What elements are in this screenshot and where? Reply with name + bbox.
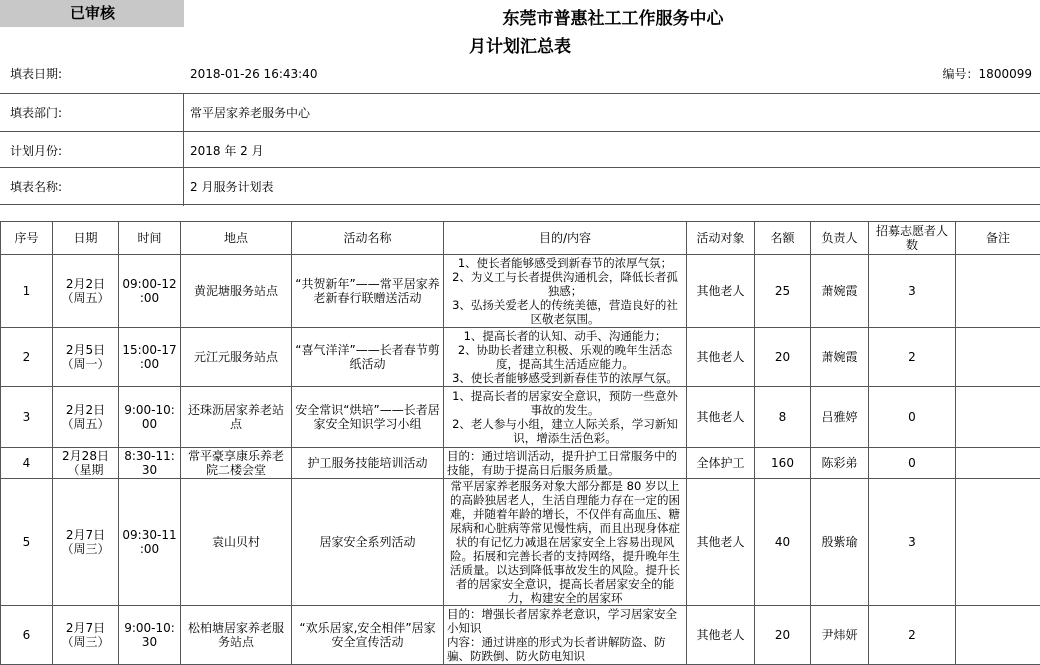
col-remark-header: 备注 (956, 222, 1040, 255)
cell-remark (956, 448, 1040, 479)
cell-volunteers: 0 (869, 448, 956, 479)
col-no-header: 序号 (1, 222, 53, 255)
table-row (1, 479, 1040, 606)
cell-no: 4 (1, 448, 53, 479)
plan-table (0, 221, 1040, 665)
cell-time: 9:00-10: 00 (119, 387, 181, 448)
table-row (1, 606, 1040, 665)
info-row-name (0, 167, 1040, 206)
col-place-header: 地点 (181, 222, 292, 255)
month-label: 计划月份: (10, 132, 62, 170)
col-quota-header: 名额 (755, 222, 811, 255)
cell-content: 1、提高长者的认知、动手、沟通能力； 2、协助长者建立积极、乐观的晚年生活态度，提高其生活适应能力。 3、使长者能够感受到新春佳节的浓厚气氛。 (444, 328, 687, 387)
table-row (1, 328, 1040, 387)
cell-target: 其他老人 (687, 479, 755, 606)
cell-quota: 160 (755, 448, 811, 479)
cell-leader: 萧婉霞 (811, 328, 869, 387)
col-volunteers-header: 招募志愿者人数 (869, 222, 956, 255)
table-row (1, 448, 1040, 479)
cell-quota: 20 (755, 328, 811, 387)
cell-content: 1、提高长者的居家安全意识，预防一些意外事故的发生。 2、老人参与小组，建立人际关系，学习新知识，增添生活色彩。 (444, 387, 687, 448)
number-value: 1800099 (979, 67, 1032, 81)
cell-remark (956, 255, 1040, 328)
name-value: 2 月服务计划表 (190, 168, 273, 206)
dept-value: 常平居家养老服务中心 (190, 94, 310, 132)
cell-no: 6 (1, 606, 53, 665)
number-field (943, 55, 1032, 93)
table-row (1, 255, 1040, 328)
cell-activity: “共贺新年”——常平居家养老新春行联赠送活动 (292, 255, 444, 328)
info-row-fill-date (0, 55, 1040, 93)
cell-place: 还珠沥居家养老站点 (181, 387, 292, 448)
col-time-header: 时间 (119, 222, 181, 255)
cell-date: 2月5日 （周一） (53, 328, 119, 387)
name-label: 填表名称: (10, 168, 62, 206)
org-title: 东莞市普惠社工工作服务中心 (0, 4, 1040, 29)
cell-volunteers: 3 (869, 255, 956, 328)
cell-no: 3 (1, 387, 53, 448)
cell-leader: 殷紫瑜 (811, 479, 869, 606)
cell-content: 1、使长者能够感受到新春节的浓厚气氛； 2、为义工与长者提供沟通机会，降低长者孤独感； 3、弘扬关爱老人的传统美德，营造良好的社区敬老氛围。 (444, 255, 687, 328)
cell-no: 2 (1, 328, 53, 387)
cell-activity: 安全常识“烘培”——长者居家安全知识学习小组 (292, 387, 444, 448)
cell-place: 黄泥塘服务站点 (181, 255, 292, 328)
col-date-header: 日期 (53, 222, 119, 255)
cell-date: 2月7日 （周三） (53, 606, 119, 665)
cell-target: 其他老人 (687, 328, 755, 387)
cell-time: 09:30-11 :00 (119, 479, 181, 606)
col-activity-header: 活动名称 (292, 222, 444, 255)
cell-volunteers: 2 (869, 606, 956, 665)
cell-target: 全体护工 (687, 448, 755, 479)
cell-remark (956, 479, 1040, 606)
cell-leader: 吕雅婷 (811, 387, 869, 448)
cell-time: 15:00-17 :00 (119, 328, 181, 387)
report-title: 月计划汇总表 (0, 32, 1040, 57)
cell-activity: 居家安全系列活动 (292, 479, 444, 606)
cell-content: 目的：通过培训活动，提升护工日常服务中的技能，有助于提高日后服务质量。 (444, 448, 687, 479)
cell-place: 松柏塘居家养老服务站点 (181, 606, 292, 665)
cell-place: 元江元服务站点 (181, 328, 292, 387)
cell-content: 目的：增强长者居家养老意识，学习居家安全小知识 内容：通过讲座的形式为长者讲解防盗、防骗、防跌倒、防火防电知识 (444, 606, 687, 665)
col-content-header: 目的/内容 (444, 222, 687, 255)
fill-date-label: 填表日期: (10, 55, 62, 93)
month-value: 2018 年 2 月 (190, 132, 264, 170)
info-row-dept (0, 93, 1040, 132)
cell-date: 2月2日 （周五） (53, 255, 119, 328)
cell-content: 常平居家养老服务对象大部分都是 80 岁以上的高龄独居老人，生活自理能力存在一定的困难，并随着年龄的增长，不仅伴有高血压、糖尿病和心脏病等常见慢性病，而且出现身体症状的有记忆力减退在居家安全上容易出现风险。拓展和完善长者的支持网络，提升晚年生活质量。以达到降低事故发生的风险。提升长者的居家安全意识，提高长者居家安全的能力，构建安全的居家环 (444, 479, 687, 606)
cell-quota: 20 (755, 606, 811, 665)
col-leader-header: 负责人 (811, 222, 869, 255)
cell-activity: “喜气洋洋”——长者春节剪纸活动 (292, 328, 444, 387)
cell-activity: “欢乐居家,安全相伴”居家安全宣传活动 (292, 606, 444, 665)
fill-date-value: 2018-01-26 16:43:40 (190, 55, 317, 93)
cell-no: 1 (1, 255, 53, 328)
cell-quota: 25 (755, 255, 811, 328)
cell-leader: 萧婉霞 (811, 255, 869, 328)
cell-date: 2月2日 （周五） (53, 387, 119, 448)
table-row (1, 387, 1040, 448)
cell-quota: 8 (755, 387, 811, 448)
cell-time: 09:00-12 :00 (119, 255, 181, 328)
cell-volunteers: 3 (869, 479, 956, 606)
cell-remark (956, 606, 1040, 665)
cell-leader: 陈彩弟 (811, 448, 869, 479)
info-row-month (0, 131, 1040, 170)
cell-date: 2月7日 （周三） (53, 479, 119, 606)
cell-volunteers: 0 (869, 387, 956, 448)
cell-remark (956, 328, 1040, 387)
cell-quota: 40 (755, 479, 811, 606)
cell-remark (956, 387, 1040, 448)
cell-no: 5 (1, 479, 53, 606)
dept-label: 填表部门: (10, 94, 62, 132)
cell-place: 袁山贝村 (181, 479, 292, 606)
cell-date: 2月28日 （星期 (53, 448, 119, 479)
cell-time: 9:00-10: 30 (119, 606, 181, 665)
cell-target: 其他老人 (687, 387, 755, 448)
number-label: 编号： (943, 67, 979, 81)
col-target-header: 活动对象 (687, 222, 755, 255)
table-header-row (1, 222, 1040, 255)
cell-activity: 护工服务技能培训活动 (292, 448, 444, 479)
cell-volunteers: 2 (869, 328, 956, 387)
cell-leader: 尹炜妍 (811, 606, 869, 665)
cell-target: 其他老人 (687, 255, 755, 328)
cell-time: 8:30-11: 30 (119, 448, 181, 479)
cell-target: 其他老人 (687, 606, 755, 665)
cell-place: 常平豪享康乐养老院二楼会堂 (181, 448, 292, 479)
status-badge: 已审核 (0, 0, 184, 27)
